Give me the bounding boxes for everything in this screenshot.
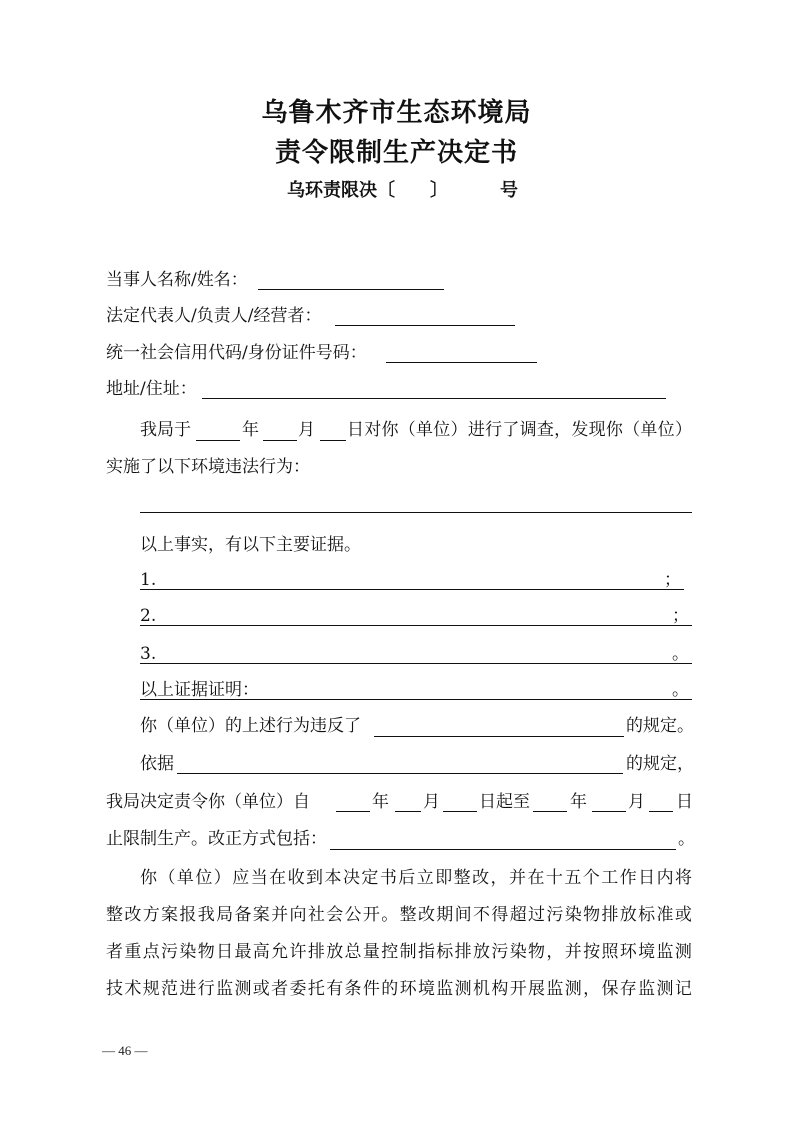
doc-number-suffix: 号 (500, 180, 518, 201)
from-year-blank[interactable] (336, 811, 370, 812)
from-month-blank[interactable] (395, 811, 421, 812)
order-line2-end: 。 (678, 829, 695, 849)
legal-rep-label: 法定代表人/负责人/经营者： (106, 306, 322, 326)
investigation-year-blank[interactable] (196, 440, 240, 441)
doc-number-bracket-close: 〕 (430, 180, 448, 201)
investigation-day-blank[interactable] (320, 440, 346, 441)
paragraph-line-1: 你（单位）应当在收到本决定书后立即整改，并在十五个工作日内将 (140, 868, 694, 888)
evidence-item-3-number: 3. (140, 644, 157, 664)
document-title-line2: 责令限制生产决定书 (274, 138, 518, 168)
evidence-item-2-end: ； (672, 606, 689, 626)
to-year-blank[interactable] (533, 811, 567, 812)
paragraph-line-2: 整改方案报我局备案并向社会公开。整改期间不得超过污染物排放标准或 (106, 905, 694, 925)
violated-regulation-blank[interactable] (374, 736, 624, 737)
evidence-item-1-end: ； (664, 570, 681, 590)
proof-label: 以上证据证明： (140, 680, 259, 700)
proof-blank[interactable] (140, 699, 692, 700)
doc-number-prefix: 乌环责限决〔 (287, 180, 395, 201)
investigation-year-label: 年 (242, 420, 259, 440)
evidence-item-1-blank[interactable] (140, 589, 684, 590)
party-name-blank[interactable] (258, 289, 444, 290)
party-name-label: 当事人名称/姓名： (106, 270, 248, 290)
investigation-text-1: 我局于 (140, 420, 191, 440)
to-month-label: 月 (628, 792, 645, 812)
legal-basis-blank[interactable] (177, 773, 623, 774)
to-year-label: 年 (570, 792, 587, 812)
violation-behavior-blank[interactable] (140, 512, 692, 513)
evidence-item-3-blank[interactable] (140, 663, 692, 664)
evidence-item-3-end: 。 (672, 644, 689, 664)
order-text-pre: 我局决定责令你（单位）自 (106, 792, 310, 812)
evidence-item-2-blank[interactable] (140, 625, 692, 626)
from-day-label: 日起至 (479, 792, 530, 812)
investigation-month-blank[interactable] (263, 440, 297, 441)
violation-text-pre: 你（单位）的上述行为违反了 (140, 716, 361, 736)
legal-rep-blank[interactable] (335, 325, 515, 326)
correction-method-blank[interactable] (330, 849, 676, 850)
from-month-label: 月 (423, 792, 440, 812)
from-day-blank[interactable] (443, 811, 477, 812)
basis-text-post: 的规定， (626, 754, 694, 774)
evidence-item-2-number: 2. (140, 606, 157, 626)
document-title-line1: 乌鲁木齐市生态环境局 (261, 98, 532, 128)
paragraph-line-3: 者重点污染物日最高允许排放总量控制指标排放污染物，并按照环境监测 (106, 942, 694, 962)
violation-text-post: 的规定。 (626, 716, 694, 736)
order-line2-text: 止限制生产。改正方式包括： (106, 829, 327, 849)
evidence-intro: 以上事实，有以下主要证据。 (140, 535, 361, 555)
investigation-month-label: 月 (298, 420, 315, 440)
to-day-label: 日 (676, 792, 693, 812)
paragraph-line-4: 技术规范进行监测或者委托有条件的环境监测机构开展监测，保存监测记 (106, 979, 694, 999)
credit-code-label: 统一社会信用代码/身份证件号码： (106, 343, 367, 363)
to-month-blank[interactable] (592, 811, 626, 812)
investigation-text-2: 实施了以下环境违法行为： (106, 457, 310, 477)
page-number: — 46 — (102, 1043, 148, 1058)
address-blank[interactable] (202, 398, 666, 399)
basis-text-pre: 依据 (140, 754, 174, 774)
credit-code-blank[interactable] (386, 362, 537, 363)
investigation-day-text: 日对你（单位）进行了调查，发现你（单位） (347, 420, 693, 440)
to-day-blank[interactable] (649, 811, 673, 812)
from-year-label: 年 (372, 792, 389, 812)
proof-end: 。 (672, 680, 689, 700)
evidence-item-1-number: 1. (140, 570, 157, 590)
address-label: 地址/住址： (106, 379, 197, 399)
